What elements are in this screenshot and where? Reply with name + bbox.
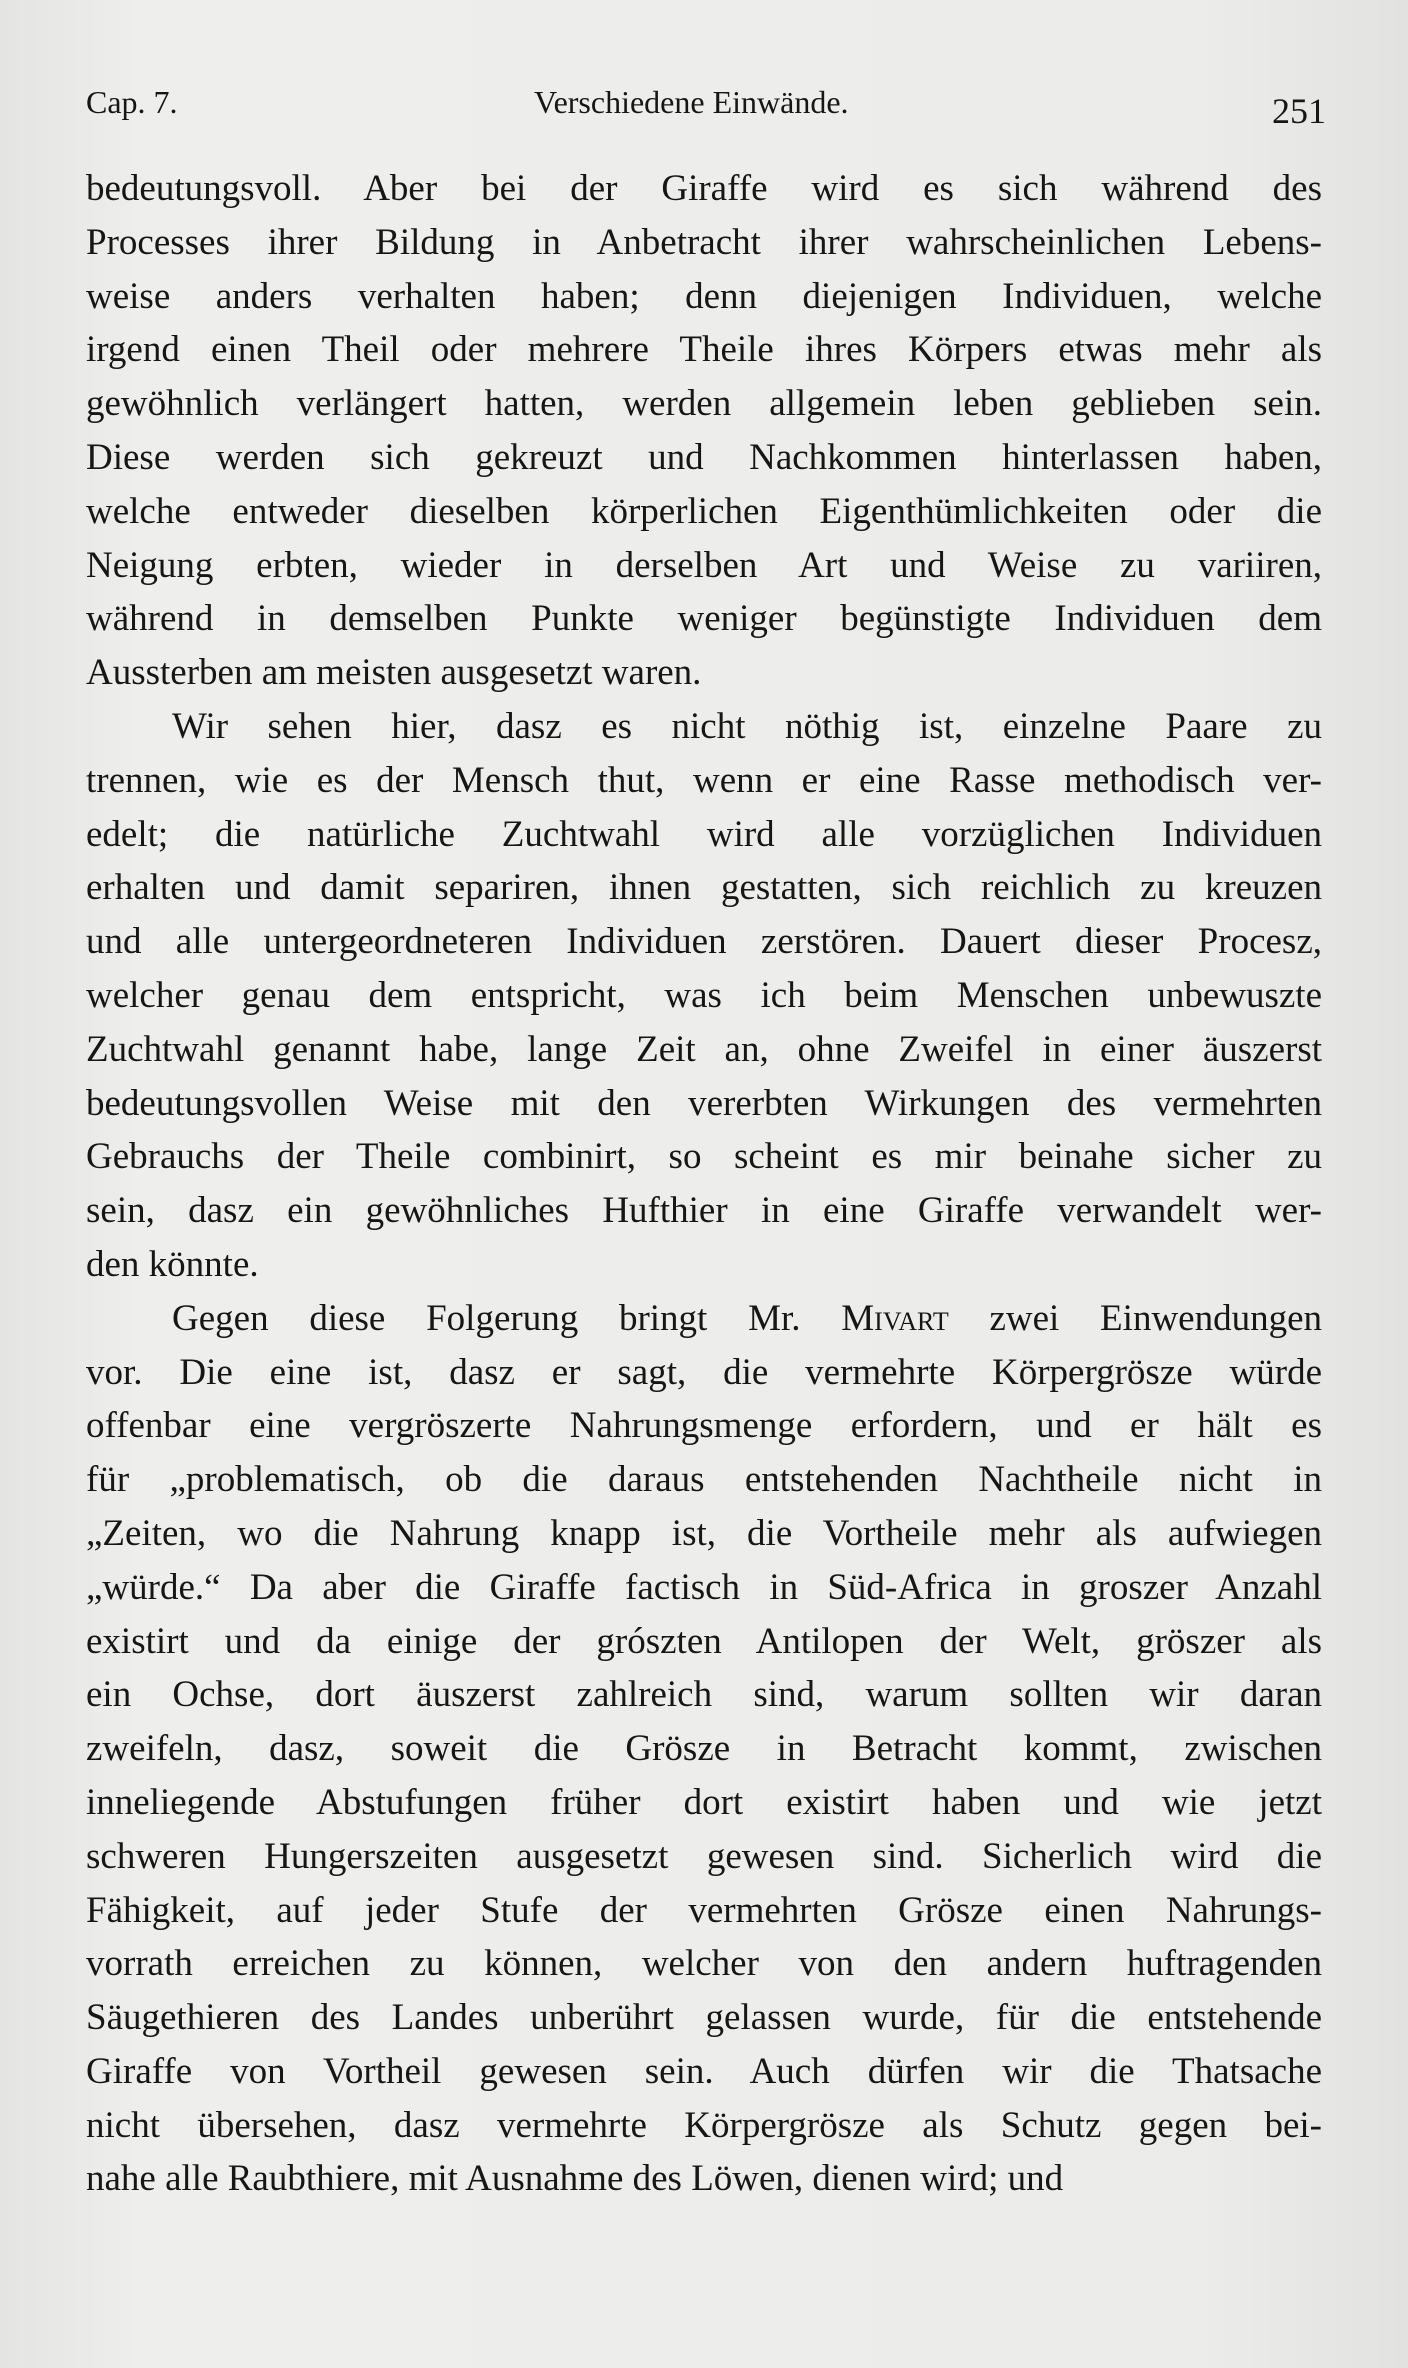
text-line: Diese werden sich gekreuzt und Nachkommen hinterlassen haben, [86,436,1322,478]
text-line: Aussterben am meisten ausgesetzt waren. [86,652,702,694]
text-line: existirt und da einige der grószten Antilopen der Welt, gröszer als [86,1620,1322,1662]
paragraph [86,1292,1322,2207]
text-line: edelt; die natürliche Zuchtwahl wird alle vorzüglichen Individuen [86,813,1322,855]
text-line: nicht übersehen, dasz vermehrte Körpergrösze als Schutz gegen bei- [86,2104,1322,2146]
text-line: erhalten und damit separiren, ihnen gestatten, sich reichlich zu kreuzen [86,867,1322,909]
paragraph [86,700,1322,1292]
text-line: Neigung erbten, wieder in derselben Art und Weise zu variiren, [86,544,1322,586]
chapter-label: Cap. 7. [86,84,178,120]
paragraph [86,162,1322,700]
text-line: irgend einen Theil oder mehrere Theile ihres Körpers etwas mehr als [86,329,1322,371]
text-line: zweifeln, dasz, soweit die Grösze in Betracht kommt, zwischen [86,1728,1322,1770]
author-name: Mivart [841,1297,949,1339]
text-line: und alle untergeordneteren Individuen zerstören. Dauert dieser Procesz, [86,921,1322,963]
text-line: nahe alle Raubthiere, mit Ausnahme des Löwen, dienen wird; und [86,2158,1064,2200]
text-line: vorrath erreichen zu können, welcher von den andern huftragenden [86,1943,1322,1985]
text-line: Wir sehen hier, dasz es nicht nöthig ist, einzelne Paare zu [172,705,1322,747]
text-line: Zuchtwahl genannt habe, lange Zeit an, ohne Zweifel in einer äuszerst [86,1028,1322,1070]
text-line: welche entweder dieselben körperlichen Eigenthümlichkeiten oder die [86,490,1322,532]
text-line: vor. Die eine ist, dasz er sagt, die vermehrte Körpergrösze würde [86,1351,1322,1393]
text-line: schweren Hungerszeiten ausgesetzt gewesen sind. Sicherlich wird die [86,1835,1322,1877]
text-line: Gebrauchs der Theile combinirt, so scheint es mir beinahe sicher zu [86,1136,1322,1178]
text-line: Gegen diese Folgerung bringt Mr. Mivart zwei Einwendungen [172,1297,1322,1339]
text-line: während in demselben Punkte weniger begünstigte Individuen dem [86,598,1322,640]
text-line: den könnte. [86,1243,259,1285]
text-line: Fähigkeit, auf jeder Stufe der vermehrten Grösze einen Nahrungs- [86,1889,1322,1931]
text-line: „würde.“ Da aber die Giraffe factisch in Süd-Africa in groszer Anzahl [86,1566,1322,1608]
text-line: bedeutungsvollen Weise mit den vererbten Wirkungen des vermehrten [86,1082,1322,1124]
text-line: Processes ihrer Bildung in Anbetracht ihrer wahrscheinlichen Lebens- [86,221,1322,263]
text-line: inneliegende Abstufungen früher dort existirt haben und wie jetzt [86,1781,1322,1823]
text-line: gewöhnlich verlängert hatten, werden allgemein leben geblieben sein. [86,383,1322,425]
page-number: 251 [1272,91,1326,131]
body-text [86,162,1322,2206]
text-line: weise anders verhalten haben; denn diejenigen Individuen, welche [86,275,1322,317]
running-head [86,80,1326,130]
text-line: für „problematisch, ob die daraus entstehenden Nachtheile nicht in [86,1459,1322,1501]
text-line: trennen, wie es der Mensch thut, wenn er eine Rasse methodisch ver- [86,759,1322,801]
text-line: Säugethieren des Landes unberührt gelassen wurde, für die entstehende [86,1997,1322,2039]
text-line: ein Ochse, dort äuszerst zahlreich sind, warum sollten wir daran [86,1674,1322,1716]
text-line: bedeutungsvoll. Aber bei der Giraffe wird es sich während des [86,168,1322,209]
text-line: „Zeiten, wo die Nahrung knapp ist, die Vortheile mehr als aufwiegen [86,1512,1322,1554]
text-line: offenbar eine vergröszerte Nahrungsmenge erfordern, und er hält es [86,1405,1322,1447]
text-line: welcher genau dem entspricht, was ich beim Menschen unbewuszte [86,974,1322,1016]
running-title: Verschiedene Einwände. [534,84,849,120]
text-line: Giraffe von Vortheil gewesen sein. Auch dürfen wir die Thatsache [86,2050,1322,2092]
text-line: sein, dasz ein gewöhnliches Hufthier in eine Giraffe verwandelt wer- [86,1190,1322,1232]
